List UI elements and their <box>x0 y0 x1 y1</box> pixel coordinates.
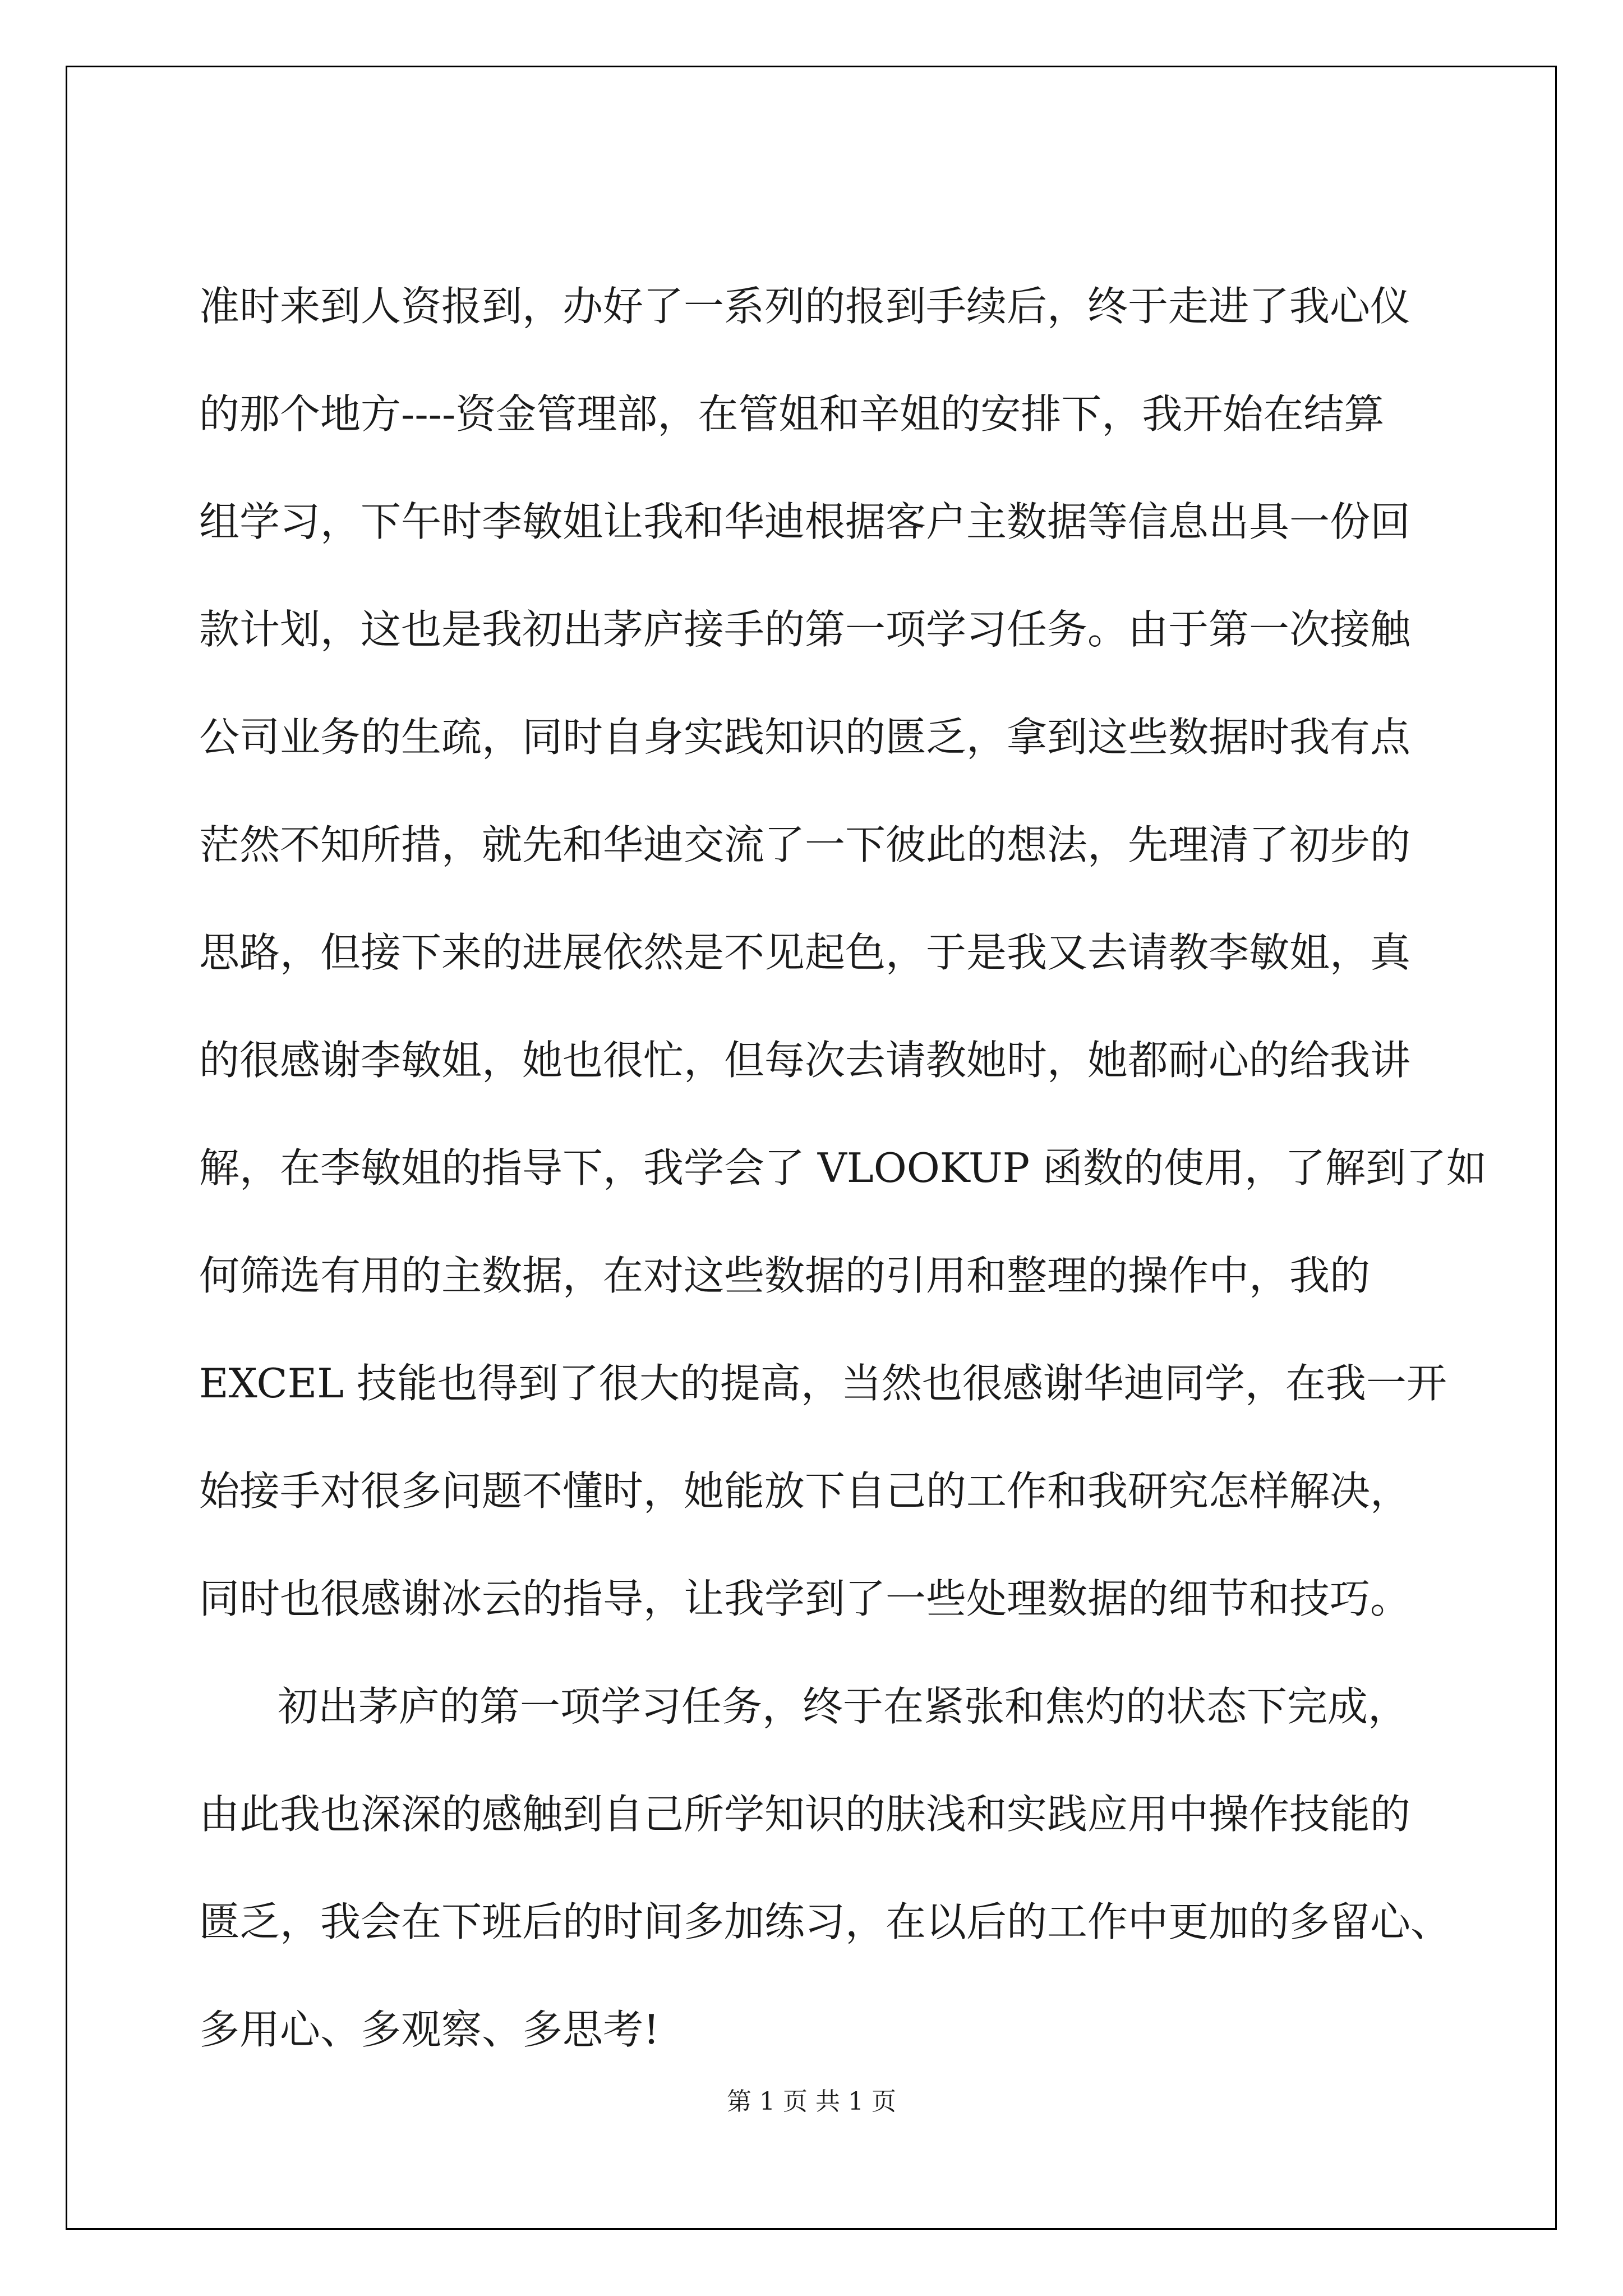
text-line: 多用心、多观察、多思考! <box>199 2006 660 2053</box>
text-line: 解，在李敏姐的指导下，我学会了 VLOOKUP 函数的使用，了解到了如 <box>199 1144 1487 1191</box>
page-footer: 第 1 页 共 1 页 <box>727 2087 896 2116</box>
text-line: 思路，但接下来的进展依然是不见起色，于是我又去请教李敏姐，真 <box>199 929 1411 976</box>
text-line: EXCEL 技能也得到了很大的提高，当然也很感谢华迪同学，在我一开 <box>199 1360 1447 1407</box>
text-line: 组学习，下午时李敏姐让我和华迪根据客户主数据等信息出具一份回 <box>199 498 1411 545</box>
text-line: 的很感谢李敏姐，她也很忙，但每次去请教她时，她都耐心的给我讲 <box>199 1037 1411 1084</box>
text-line: 由此我也深深的感触到自己所学知识的肤浅和实践应用中操作技能的 <box>199 1791 1411 1838</box>
text-line: 匮乏，我会在下班后的时间多加练习，在以后的工作中更加的多留心、 <box>199 1898 1451 1945</box>
text-line: 茫然不知所措，就先和华迪交流了一下彼此的想法，先理清了初步的 <box>199 821 1411 868</box>
text-line: 的那个地方----资金管理部，在管姐和辛姐的安排下，我开始在结算 <box>199 390 1385 438</box>
text-line: 准时来到人资报到，办好了一系列的报到手续后，终于走进了我心仪 <box>199 283 1411 330</box>
text-line: 始接手对很多问题不懂时，她能放下自己的工作和我研究怎样解决， <box>199 1467 1411 1515</box>
paragraph-first-line: 初出茅庐的第一项学习任务，终于在紧张和焦灼的状态下完成， <box>278 1683 1409 1730</box>
text-line: 同时也很感谢冰云的指导，让我学到了一些处理数据的细节和技巧。 <box>199 1575 1411 1622</box>
text-line: 公司业务的生疏，同时自身实践知识的匮乏，拿到这些数据时我有点 <box>199 714 1411 761</box>
document-body <box>199 219 1487 2053</box>
text-line: 何筛选有用的主数据，在对这些数据的引用和整理的操作中，我的 <box>199 1252 1371 1299</box>
text-line: 款计划，这也是我初出茅庐接手的第一项学习任务。由于第一次接触 <box>199 606 1411 653</box>
